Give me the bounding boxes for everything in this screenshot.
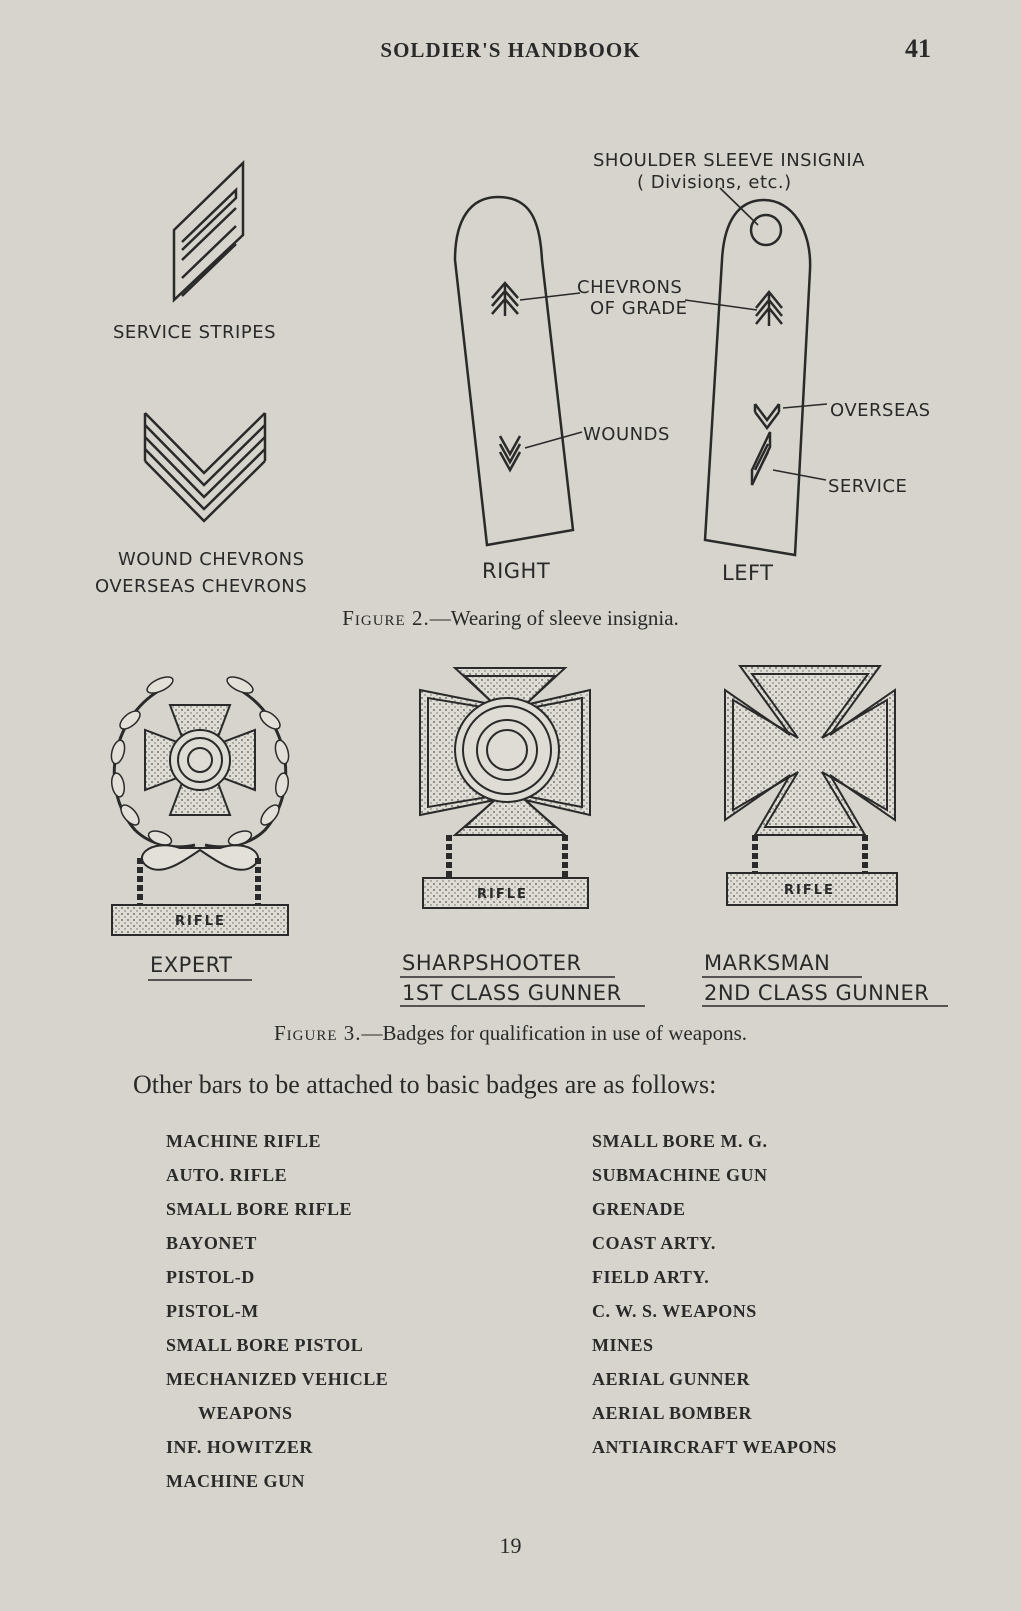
right-sleeve-icon [455, 197, 573, 545]
page-number-top: 41 [905, 34, 931, 63]
figure-3-caption [0, 1021, 1021, 1046]
figure-2-caption-label: Figure 2. [342, 606, 430, 630]
chevrons-grade-sublabel: OF GRADE [590, 298, 688, 319]
list-item: MECHANIZED VEHICLE [166, 1369, 389, 1389]
list-item: GRENADE [592, 1199, 686, 1219]
expert-badge-icon [109, 674, 291, 935]
list-item: SMALL BORE RIFLE [166, 1199, 353, 1219]
list-item: PISTOL-D [166, 1267, 255, 1287]
marksman-class-label: 2ND CLASS GUNNER [704, 981, 930, 1005]
shoulder-insignia-label: SHOULDER SLEEVE INSIGNIA [593, 150, 865, 171]
list-item: AERIAL BOMBER [592, 1403, 753, 1423]
service-label: SERVICE [828, 476, 908, 497]
marksman-label: MARKSMAN [704, 951, 831, 975]
list-item: BAYONET [166, 1233, 257, 1253]
expert-label: EXPERT [150, 953, 233, 977]
service-stripes-label: SERVICE STRIPES [113, 322, 276, 343]
list-item: AERIAL GUNNER [592, 1369, 751, 1389]
list-item: AUTO. RIFLE [166, 1165, 288, 1185]
sharpshooter-badge-icon [420, 668, 590, 908]
page-number-bottom: 19 [499, 1533, 522, 1558]
figure-3-caption-label: Figure 3. [273, 1021, 362, 1045]
marksman-bar-label: RIFLE [784, 883, 835, 898]
list-item: SUBMACHINE GUN [592, 1165, 768, 1185]
list-item: SMALL BORE M. G. [592, 1131, 768, 1151]
chevrons-icon [145, 413, 265, 521]
list-item: MACHINE RIFLE [166, 1131, 322, 1151]
left-sleeve-icon [705, 200, 810, 555]
bars-list-right [592, 1124, 837, 1464]
list-item: MINES [592, 1335, 654, 1355]
marksman-badge-icon [725, 666, 897, 905]
list-item: INF. HOWITZER [166, 1437, 313, 1457]
bars-list-left [166, 1124, 388, 1498]
wounds-label: WOUNDS [583, 424, 670, 445]
sharpshooter-bar-label: RIFLE [477, 887, 528, 902]
list-item: FIELD ARTY. [592, 1267, 710, 1287]
overseas-label: OVERSEAS [830, 400, 931, 421]
left-sleeve-label: LEFT [722, 561, 774, 585]
sharpshooter-class-label: 1ST CLASS GUNNER [402, 981, 622, 1005]
chevrons-grade-label: CHEVRONS [577, 277, 683, 298]
expert-bar-label: RIFLE [175, 914, 226, 929]
figure-3-caption-text: —Badges for qualification in use of weapons. [361, 1021, 747, 1045]
running-title: SOLDIER'S HANDBOOK [380, 38, 641, 62]
shoulder-insignia-sublabel: ( Divisions, etc.) [637, 172, 792, 193]
list-item: ANTIAIRCRAFT WEAPONS [592, 1437, 837, 1457]
list-item: MACHINE GUN [166, 1471, 305, 1491]
bars-intro-text: Other bars to be attached to basic badges are as follows: [133, 1070, 717, 1099]
figure-2-caption-text: —Wearing of sleeve insignia. [429, 606, 679, 630]
list-item: COAST ARTY. [592, 1233, 716, 1253]
wound-chevrons-label: WOUND CHEVRONS [118, 549, 305, 570]
list-item: PISTOL-M [166, 1301, 259, 1321]
list-item: C. W. S. WEAPONS [592, 1301, 757, 1321]
service-stripes-icon [174, 163, 243, 300]
sharpshooter-label: SHARPSHOOTER [402, 951, 582, 975]
figure-2-caption [0, 606, 1021, 631]
list-item: WEAPONS [198, 1403, 293, 1423]
right-sleeve-label: RIGHT [482, 559, 551, 583]
overseas-chevrons-label: OVERSEAS CHEVRONS [95, 576, 308, 597]
list-item: SMALL BORE PISTOL [166, 1335, 364, 1355]
